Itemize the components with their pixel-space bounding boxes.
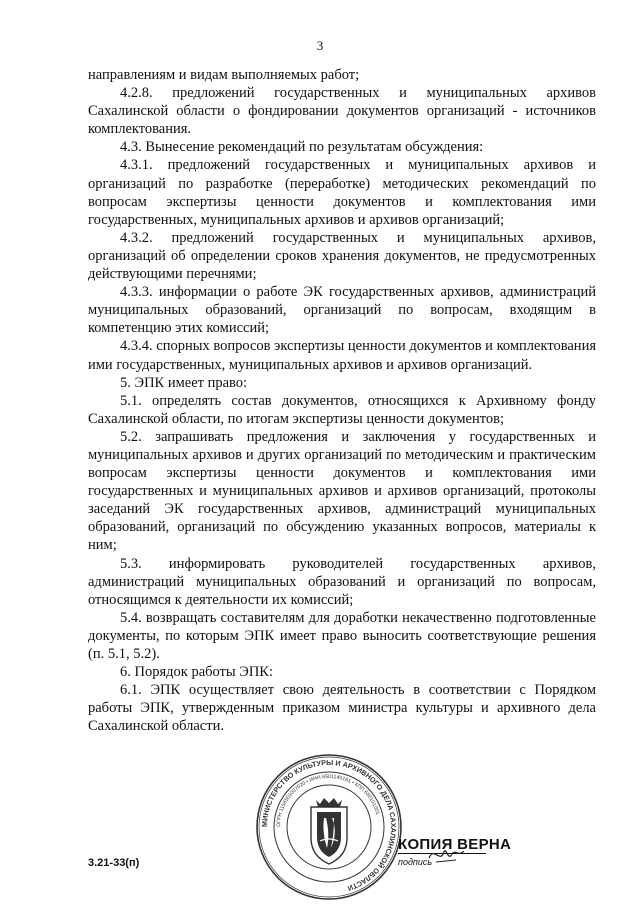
- page-number: 3: [316, 38, 324, 53]
- seal-outer-text: МИНИСТЕРСТВО КУЛЬТУРЫ И АРХИВНОГО ДЕЛА САХАЛИНСКОЙ ОБЛАСТИ: [259, 757, 399, 893]
- paragraph: 4.3.2. предложений государственных и муниципальных архивов, организаций об определении сроков хранения документов, не предусмотренных действующими перечнями;: [88, 229, 596, 283]
- seal-inner-text: ОГРН 1156501007020 • ИНН 6501140161 • КПП 650101001: [275, 773, 381, 828]
- document-body: [88, 66, 596, 735]
- paragraph: 5.1. определять состав документов, относящихся к Архивному фонду Сахалинской области, по итогам экспертизы ценности документов;: [88, 392, 596, 427]
- paragraph: 4.3.3. информации о работе ЭК государственных архивов, администраций муниципальных образований, организаций по вопросам, входящим в компетенцию этих комиссий;: [88, 284, 596, 337]
- paragraph: 4.3.4. спорных вопросов экспертизы ценности документов и комплектования ими государственных, муниципальных архивов и архивов организаций.: [88, 338, 596, 373]
- paragraph: 5.2. запрашивать предложения и заключения у государственных и муниципальных архивов и других организаций по методическим и практическим вопросам экспертизы ценности документов и комплектования ими государственных и муниципальных архивов и архивов организаций, протоколы заседаний ЭК государственных архивов, администраций муниципальных образований, организаций по обсуждению указанных вопросов, материалы к ним;: [88, 428, 596, 554]
- paragraph: 5.3. информировать руководителей государственных архивов, администраций муниципальных образований и организаций по вопросам, относящимся к деятельности их комиссий;: [88, 555, 596, 608]
- sakhalin-coat-of-arms-icon: [311, 798, 347, 864]
- paragraph: 5.4. возвращать составителям для доработки некачественно подготовленные документы, по которым ЭПК имеет право выносить соответствующие решения (п. 5.1, 5.2).: [88, 609, 596, 662]
- paragraph: 5. ЭПК имеет право:: [120, 374, 248, 391]
- paragraph: 4.3.1. предложений государственных и муниципальных архивов и организаций по разработке (переработке) методических рекомендаций по вопросам экспертизы ценности документов и комплектования ими государственных, муниципальных архивов и архивов организаций;: [88, 157, 596, 228]
- handwritten-signature: [426, 842, 466, 868]
- document-code: 3.21-33(п): [88, 857, 140, 869]
- paragraph: 4.3. Вынесение рекомендаций по результатам обсуждения:: [120, 139, 484, 156]
- paragraph: 6.1. ЭПК осуществляет свою деятельность в соответствии с Порядком работы ЭПК, утвержденным приказом министра культуры и архивного дела Сахалинской области.: [88, 682, 596, 735]
- paragraph: 6. Порядок работы ЭПК:: [120, 664, 274, 681]
- copy-certified-label: КОПИЯ ВЕРНА: [398, 836, 512, 853]
- paragraph: направлениям и видам выполняемых работ;: [88, 67, 360, 83]
- paragraph: 4.2.8. предложений государственных и муниципальных архивов Сахалинской области о фондировании документов организаций - источников комплектования.: [88, 85, 596, 138]
- signature-caption: подпись: [398, 857, 433, 867]
- official-seal: [254, 752, 404, 902]
